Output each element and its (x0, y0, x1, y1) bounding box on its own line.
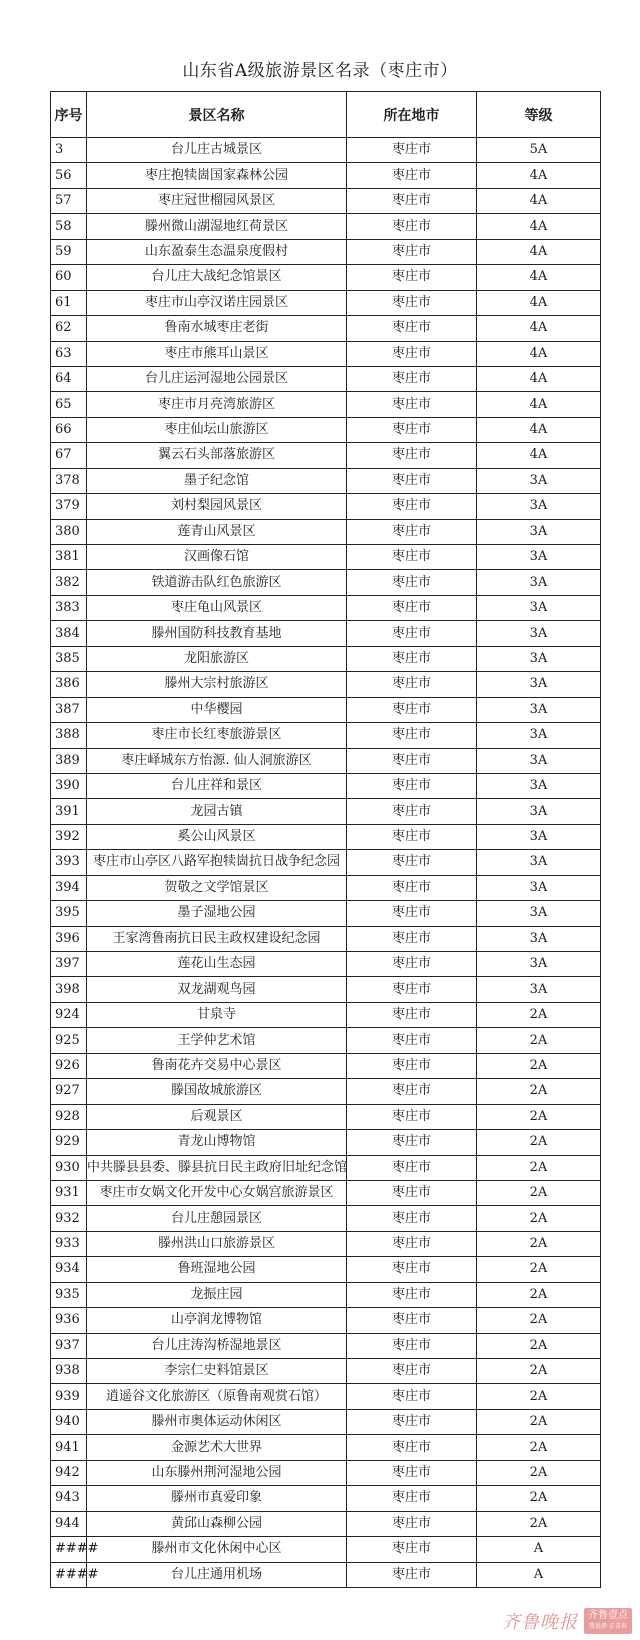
row-scenic-name: 滕州国防科技教育基地 (87, 621, 347, 646)
row-city: 枣庄市 (347, 799, 477, 824)
row-city: 枣庄市 (347, 1511, 477, 1536)
row-city: 枣庄市 (347, 1333, 477, 1358)
row-index: 927 (51, 1079, 87, 1104)
row-grade: 3A (477, 952, 601, 977)
row-index: 392 (51, 824, 87, 849)
row-scenic-name: 枣庄市山亭汉诺庄园景区 (87, 290, 347, 315)
row-city: 枣庄市 (347, 316, 477, 341)
table-row (51, 188, 601, 213)
row-grade: 2A (477, 1257, 601, 1282)
row-city: 枣庄市 (347, 1180, 477, 1205)
table-row (51, 1333, 601, 1358)
row-grade: 2A (477, 1511, 601, 1536)
row-scenic-name: 枣庄冠世榴园风景区 (87, 188, 347, 213)
row-scenic-name: 滕国故城旅游区 (87, 1079, 347, 1104)
table-row (51, 417, 601, 442)
row-index: 67 (51, 443, 87, 468)
table-row (51, 1435, 601, 1460)
row-scenic-name: 刘村梨园风景区 (87, 494, 347, 519)
row-grade: 4A (477, 443, 601, 468)
row-grade: 2A (477, 1155, 601, 1180)
row-grade: 3A (477, 545, 601, 570)
row-index: 932 (51, 1206, 87, 1231)
row-grade: 2A (477, 1359, 601, 1384)
header-scenic-name: 景区名称 (87, 92, 347, 138)
row-city: 枣庄市 (347, 163, 477, 188)
row-city: 枣庄市 (347, 1257, 477, 1282)
table-row (51, 1384, 601, 1409)
row-scenic-name: 台儿庄大战纪念馆景区 (87, 265, 347, 290)
row-grade: 3A (477, 901, 601, 926)
row-city: 枣庄市 (347, 697, 477, 722)
row-grade: 4A (477, 188, 601, 213)
row-city: 枣庄市 (347, 519, 477, 544)
row-index: 941 (51, 1435, 87, 1460)
row-index: 378 (51, 468, 87, 493)
row-city: 枣庄市 (347, 748, 477, 773)
row-scenic-name: 莲花山生态园 (87, 952, 347, 977)
table-row (51, 1409, 601, 1434)
row-index: 64 (51, 366, 87, 391)
row-scenic-name: 逍遥谷文化旅游区（原鲁南观赏石馆） (87, 1384, 347, 1409)
table-row (51, 239, 601, 264)
row-grade: 2A (477, 1206, 601, 1231)
header-grade: 等级 (477, 92, 601, 138)
row-grade: 2A (477, 1486, 601, 1511)
row-index: 63 (51, 341, 87, 366)
row-scenic-name: 青龙山博物馆 (87, 1130, 347, 1155)
row-scenic-name: 翼云石头部落旅游区 (87, 443, 347, 468)
row-city: 枣庄市 (347, 1282, 477, 1307)
row-scenic-name: 王学仲艺术馆 (87, 1028, 347, 1053)
row-index: 395 (51, 901, 87, 926)
row-index: 56 (51, 163, 87, 188)
row-index: 65 (51, 392, 87, 417)
table-body (51, 138, 601, 1588)
row-index: 938 (51, 1359, 87, 1384)
table-row (51, 1002, 601, 1027)
page-title: 山东省A级旅游景区名录（枣庄市） (182, 61, 458, 81)
table-row (51, 341, 601, 366)
table-row (51, 1231, 601, 1256)
row-scenic-name: 中共滕县县委、滕县抗日民主政府旧址纪念馆 (87, 1155, 347, 1180)
table-row (51, 799, 601, 824)
row-grade: 2A (477, 1333, 601, 1358)
row-scenic-name: 枣庄市长红枣旅游景区 (87, 723, 347, 748)
table-row (51, 138, 601, 163)
table-row (51, 952, 601, 977)
row-grade: 3A (477, 672, 601, 697)
table-row (51, 1511, 601, 1536)
row-city: 枣庄市 (347, 1028, 477, 1053)
row-city: 枣庄市 (347, 1053, 477, 1078)
table-row (51, 1359, 601, 1384)
table-row (51, 1537, 601, 1562)
header-index: 序号 (51, 92, 87, 138)
row-grade: 2A (477, 1460, 601, 1485)
row-city: 枣庄市 (347, 494, 477, 519)
row-grade: 2A (477, 1104, 601, 1129)
table-row (51, 595, 601, 620)
table-row (51, 723, 601, 748)
table-row (51, 1460, 601, 1485)
row-scenic-name: 贺敬之文学馆景区 (87, 875, 347, 900)
logo-line-1: 齐鲁壹点 (588, 1610, 628, 1621)
row-city: 枣庄市 (347, 621, 477, 646)
table-row (51, 773, 601, 798)
table-row (51, 850, 601, 875)
row-index: 926 (51, 1053, 87, 1078)
table-row (51, 1562, 601, 1587)
row-grade: 3A (477, 824, 601, 849)
row-index: #### (51, 1537, 87, 1562)
row-grade: 3A (477, 697, 601, 722)
row-grade: 4A (477, 417, 601, 442)
row-grade: 3A (477, 926, 601, 951)
row-index: 931 (51, 1180, 87, 1205)
row-index: #### (51, 1562, 87, 1587)
row-index: 381 (51, 545, 87, 570)
row-city: 枣庄市 (347, 366, 477, 391)
row-grade: 3A (477, 468, 601, 493)
table-row (51, 1308, 601, 1333)
row-index: 929 (51, 1130, 87, 1155)
table-row (51, 1282, 601, 1307)
row-scenic-name: 枣庄市女娲文化开发中心女娲宫旅游景区 (87, 1180, 347, 1205)
row-city: 枣庄市 (347, 1537, 477, 1562)
newspaper-watermark (502, 1606, 632, 1636)
table-row (51, 748, 601, 773)
row-grade: 2A (477, 1028, 601, 1053)
row-grade: 3A (477, 646, 601, 671)
row-scenic-name: 金源艺术大世界 (87, 1435, 347, 1460)
row-grade: 2A (477, 1231, 601, 1256)
row-index: 387 (51, 697, 87, 722)
row-city: 枣庄市 (347, 1104, 477, 1129)
row-scenic-name: 墨子湿地公园 (87, 901, 347, 926)
row-grade: 3A (477, 570, 601, 595)
row-scenic-name: 黄邱山森柳公园 (87, 1511, 347, 1536)
row-scenic-name: 甘泉寺 (87, 1002, 347, 1027)
row-city: 枣庄市 (347, 239, 477, 264)
row-grade: 3A (477, 621, 601, 646)
table-row (51, 366, 601, 391)
logo-line-2: 我说者·正青春 (589, 1623, 627, 1630)
row-index: 396 (51, 926, 87, 951)
row-grade: 4A (477, 366, 601, 391)
table-row (51, 214, 601, 239)
row-index: 933 (51, 1231, 87, 1256)
row-index: 393 (51, 850, 87, 875)
table-row (51, 646, 601, 671)
row-city: 枣庄市 (347, 1562, 477, 1587)
row-grade: 3A (477, 875, 601, 900)
row-grade: 2A (477, 1079, 601, 1104)
row-index: 942 (51, 1460, 87, 1485)
row-scenic-name: 山东滕州荆河湿地公园 (87, 1460, 347, 1485)
row-city: 枣庄市 (347, 1206, 477, 1231)
table-row (51, 1206, 601, 1231)
row-index: 925 (51, 1028, 87, 1053)
row-index: 928 (51, 1104, 87, 1129)
row-scenic-name: 台儿庄运河湿地公园景区 (87, 366, 347, 391)
row-city: 枣庄市 (347, 901, 477, 926)
row-scenic-name: 王家湾鲁南抗日民主政权建设纪念园 (87, 926, 347, 951)
row-city: 枣庄市 (347, 850, 477, 875)
row-scenic-name: 枣庄仙坛山旅游区 (87, 417, 347, 442)
row-grade: 4A (477, 290, 601, 315)
row-scenic-name: 铁道游击队红色旅游区 (87, 570, 347, 595)
row-scenic-name: 山亭润龙博物馆 (87, 1308, 347, 1333)
row-scenic-name: 墨子纪念馆 (87, 468, 347, 493)
row-grade: 3A (477, 773, 601, 798)
row-scenic-name: 枣庄市山亭区八路军抱犊崮抗日战争纪念园 (87, 850, 347, 875)
row-index: 943 (51, 1486, 87, 1511)
row-city: 枣庄市 (347, 824, 477, 849)
table-row (51, 545, 601, 570)
row-scenic-name: 台儿庄憩园景区 (87, 1206, 347, 1231)
row-grade: 2A (477, 1180, 601, 1205)
row-scenic-name: 莲青山风景区 (87, 519, 347, 544)
table-row (51, 1180, 601, 1205)
row-index: 60 (51, 265, 87, 290)
row-scenic-name: 台儿庄涛沟桥湿地景区 (87, 1333, 347, 1358)
row-scenic-name: 滕州大宗村旅游区 (87, 672, 347, 697)
table-row (51, 316, 601, 341)
row-scenic-name: 滕州市文化休闲中心区 (87, 1537, 347, 1562)
table-row (51, 824, 601, 849)
row-index: 389 (51, 748, 87, 773)
row-grade: 4A (477, 239, 601, 264)
row-city: 枣庄市 (347, 214, 477, 239)
row-index: 388 (51, 723, 87, 748)
row-city: 枣庄市 (347, 952, 477, 977)
table-row (51, 265, 601, 290)
row-index: 379 (51, 494, 87, 519)
row-index: 383 (51, 595, 87, 620)
row-city: 枣庄市 (347, 545, 477, 570)
row-city: 枣庄市 (347, 1130, 477, 1155)
table-row (51, 672, 601, 697)
newspaper-logo-icon (584, 1608, 632, 1634)
table-row (51, 443, 601, 468)
row-grade: 3A (477, 723, 601, 748)
row-city: 枣庄市 (347, 188, 477, 213)
row-grade: 3A (477, 494, 601, 519)
table-row (51, 1155, 601, 1180)
row-city: 枣庄市 (347, 595, 477, 620)
watermark-text: 齐鲁晚报 (502, 1612, 578, 1633)
row-scenic-name: 龙阳旅游区 (87, 646, 347, 671)
table-row (51, 697, 601, 722)
row-scenic-name: 台儿庄通用机场 (87, 1562, 347, 1587)
row-scenic-name: 李宗仁史料馆景区 (87, 1359, 347, 1384)
row-city: 枣庄市 (347, 1409, 477, 1434)
row-index: 397 (51, 952, 87, 977)
row-scenic-name: 枣庄峄城东方怡源. 仙人洞旅游区 (87, 748, 347, 773)
row-scenic-name: 龙振庄园 (87, 1282, 347, 1307)
row-city: 枣庄市 (347, 977, 477, 1002)
row-city: 枣庄市 (347, 1231, 477, 1256)
row-index: 930 (51, 1155, 87, 1180)
row-city: 枣庄市 (347, 672, 477, 697)
row-index: 3 (51, 138, 87, 163)
row-scenic-name: 鲁南水城枣庄老街 (87, 316, 347, 341)
row-index: 386 (51, 672, 87, 697)
row-index: 61 (51, 290, 87, 315)
row-city: 枣庄市 (347, 570, 477, 595)
table-row (51, 468, 601, 493)
row-city: 枣庄市 (347, 290, 477, 315)
table-row (51, 1053, 601, 1078)
row-grade: 5A (477, 138, 601, 163)
row-index: 939 (51, 1384, 87, 1409)
row-city: 枣庄市 (347, 1384, 477, 1409)
row-city: 枣庄市 (347, 392, 477, 417)
row-scenic-name: 后观景区 (87, 1104, 347, 1129)
row-grade: 2A (477, 1409, 601, 1434)
row-index: 924 (51, 1002, 87, 1027)
row-city: 枣庄市 (347, 1435, 477, 1460)
table-row (51, 392, 601, 417)
row-grade: 4A (477, 265, 601, 290)
row-city: 枣庄市 (347, 773, 477, 798)
row-scenic-name: 枣庄龟山风景区 (87, 595, 347, 620)
row-scenic-name: 龙园古镇 (87, 799, 347, 824)
row-grade: 3A (477, 595, 601, 620)
row-grade: 2A (477, 1053, 601, 1078)
table-row (51, 290, 601, 315)
row-city: 枣庄市 (347, 265, 477, 290)
header-city: 所在地市 (347, 92, 477, 138)
table-row (51, 621, 601, 646)
row-grade: 3A (477, 799, 601, 824)
row-grade: 2A (477, 1130, 601, 1155)
row-city: 枣庄市 (347, 1486, 477, 1511)
table-row (51, 1079, 601, 1104)
row-grade: 2A (477, 1002, 601, 1027)
row-scenic-name: 双龙湖观鸟园 (87, 977, 347, 1002)
row-index: 380 (51, 519, 87, 544)
row-city: 枣庄市 (347, 341, 477, 366)
row-grade: 4A (477, 214, 601, 239)
row-city: 枣庄市 (347, 468, 477, 493)
row-city: 枣庄市 (347, 1079, 477, 1104)
row-city: 枣庄市 (347, 1308, 477, 1333)
row-index: 390 (51, 773, 87, 798)
table-header-row (51, 92, 601, 138)
row-scenic-name: 台儿庄古城景区 (87, 138, 347, 163)
row-grade: 2A (477, 1308, 601, 1333)
row-index: 935 (51, 1282, 87, 1307)
row-scenic-name: 枣庄抱犊崮国家森林公园 (87, 163, 347, 188)
row-grade: 2A (477, 1435, 601, 1460)
row-city: 枣庄市 (347, 1155, 477, 1180)
table-row (51, 519, 601, 544)
row-grade: 4A (477, 392, 601, 417)
row-scenic-name: 中华樱园 (87, 697, 347, 722)
row-scenic-name: 奚公山风景区 (87, 824, 347, 849)
row-city: 枣庄市 (347, 1002, 477, 1027)
row-grade: 3A (477, 850, 601, 875)
row-city: 枣庄市 (347, 443, 477, 468)
row-index: 398 (51, 977, 87, 1002)
row-scenic-name: 鲁南花卉交易中心景区 (87, 1053, 347, 1078)
row-index: 57 (51, 188, 87, 213)
row-scenic-name: 山东盈泰生态温泉度假村 (87, 239, 347, 264)
row-scenic-name: 滕州微山湖湿地红荷景区 (87, 214, 347, 239)
table-row (51, 926, 601, 951)
row-index: 385 (51, 646, 87, 671)
row-scenic-name: 台儿庄祥和景区 (87, 773, 347, 798)
row-index: 944 (51, 1511, 87, 1536)
table-row (51, 1028, 601, 1053)
row-grade: A (477, 1537, 601, 1562)
row-grade: 3A (477, 519, 601, 544)
row-grade: 4A (477, 341, 601, 366)
table-row (51, 875, 601, 900)
row-index: 66 (51, 417, 87, 442)
row-city: 枣庄市 (347, 926, 477, 951)
row-grade: A (477, 1562, 601, 1587)
row-scenic-name: 枣庄市月亮湾旅游区 (87, 392, 347, 417)
scenic-area-table (50, 91, 601, 1588)
table-row (51, 570, 601, 595)
row-city: 枣庄市 (347, 138, 477, 163)
row-grade: 4A (477, 163, 601, 188)
table-row (51, 977, 601, 1002)
row-grade: 3A (477, 977, 601, 1002)
row-index: 394 (51, 875, 87, 900)
row-index: 937 (51, 1333, 87, 1358)
table-row (51, 494, 601, 519)
row-city: 枣庄市 (347, 1460, 477, 1485)
row-scenic-name: 滕州洪山口旅游景区 (87, 1231, 347, 1256)
table-row (51, 1104, 601, 1129)
row-index: 934 (51, 1257, 87, 1282)
row-index: 391 (51, 799, 87, 824)
row-grade: 2A (477, 1384, 601, 1409)
table-row (51, 1257, 601, 1282)
row-city: 枣庄市 (347, 1359, 477, 1384)
row-scenic-name: 滕州市真爱印象 (87, 1486, 347, 1511)
table-row (51, 1130, 601, 1155)
table-row (51, 1486, 601, 1511)
table-row (51, 163, 601, 188)
row-index: 936 (51, 1308, 87, 1333)
row-index: 62 (51, 316, 87, 341)
row-index: 940 (51, 1409, 87, 1434)
row-city: 枣庄市 (347, 646, 477, 671)
row-scenic-name: 枣庄市熊耳山景区 (87, 341, 347, 366)
row-index: 58 (51, 214, 87, 239)
row-city: 枣庄市 (347, 723, 477, 748)
row-grade: 4A (477, 316, 601, 341)
row-grade: 2A (477, 1282, 601, 1307)
row-grade: 3A (477, 748, 601, 773)
table-row (51, 901, 601, 926)
row-scenic-name: 滕州市奥体运动休闲区 (87, 1409, 347, 1434)
row-index: 382 (51, 570, 87, 595)
row-index: 384 (51, 621, 87, 646)
row-scenic-name: 鲁班湿地公园 (87, 1257, 347, 1282)
row-scenic-name: 汉画像石馆 (87, 545, 347, 570)
row-city: 枣庄市 (347, 875, 477, 900)
row-city: 枣庄市 (347, 417, 477, 442)
row-index: 59 (51, 239, 87, 264)
